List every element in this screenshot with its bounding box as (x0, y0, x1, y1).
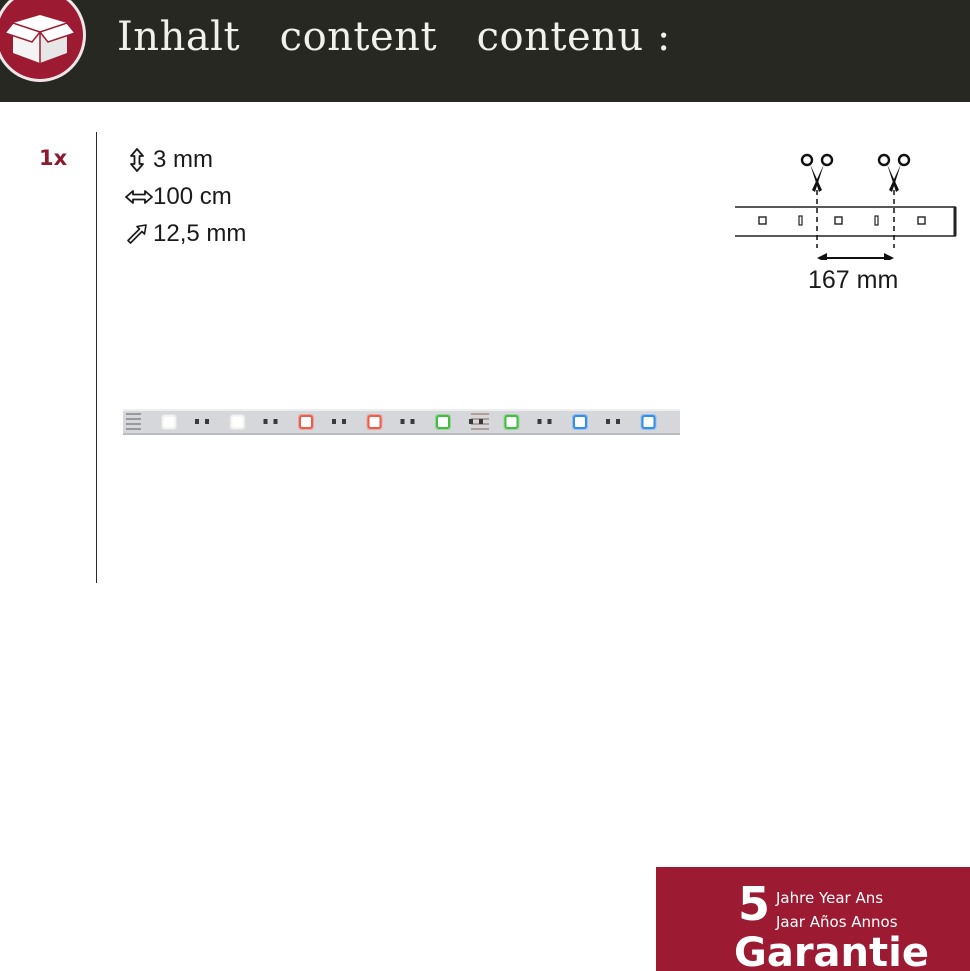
spec-width (124, 182, 232, 212)
spec-diagonal (124, 219, 246, 249)
warranty-label: Garantie (734, 930, 929, 971)
led-chip (163, 416, 175, 428)
led-chip (437, 416, 449, 428)
spec-height (124, 145, 213, 175)
page-title: Inhalt content contenu : (117, 14, 671, 60)
led-chip (300, 416, 312, 428)
resistor-mark (205, 419, 209, 424)
resistor-mark (606, 419, 610, 424)
warranty-badge (656, 867, 970, 971)
warranty-years: 5 (738, 877, 771, 931)
scissors-icon (879, 155, 909, 192)
package-box-icon (0, 0, 86, 82)
height-arrow-icon (124, 147, 150, 173)
resistor-mark (616, 419, 620, 424)
resistor-mark (469, 419, 473, 424)
resistor-mark (195, 419, 199, 424)
resistor-mark (264, 419, 268, 424)
led-strip-image (123, 404, 683, 440)
resistor-mark (274, 419, 278, 424)
cut-diagram (730, 150, 965, 260)
resistor-mark (538, 419, 542, 424)
cut-length-label: 167 mm (808, 266, 899, 294)
resistor-mark (342, 419, 346, 424)
header-bar (0, 0, 970, 102)
resistor-mark (401, 419, 405, 424)
quantity-label: 1x (39, 146, 68, 170)
resistor-mark (548, 419, 552, 424)
resistor-mark (479, 419, 483, 424)
diagonal-arrow-icon (124, 221, 150, 247)
scissors-icon (802, 155, 832, 192)
warranty-line-1: Jahre Year Ans (776, 889, 884, 907)
led-chip (506, 416, 518, 428)
spec-width-text: 100 cm (153, 183, 232, 210)
led-chip (369, 416, 381, 428)
width-arrow-icon (124, 184, 150, 210)
warranty-line-2: Jaar Años Annos (776, 913, 898, 931)
divider (96, 132, 97, 583)
led-chip (574, 416, 586, 428)
spec-height-text: 3 mm (153, 146, 213, 173)
led-chip (232, 416, 244, 428)
resistor-mark (411, 419, 415, 424)
spec-diagonal-text: 12,5 mm (153, 220, 247, 247)
led-chip (643, 416, 655, 428)
resistor-mark (332, 419, 336, 424)
